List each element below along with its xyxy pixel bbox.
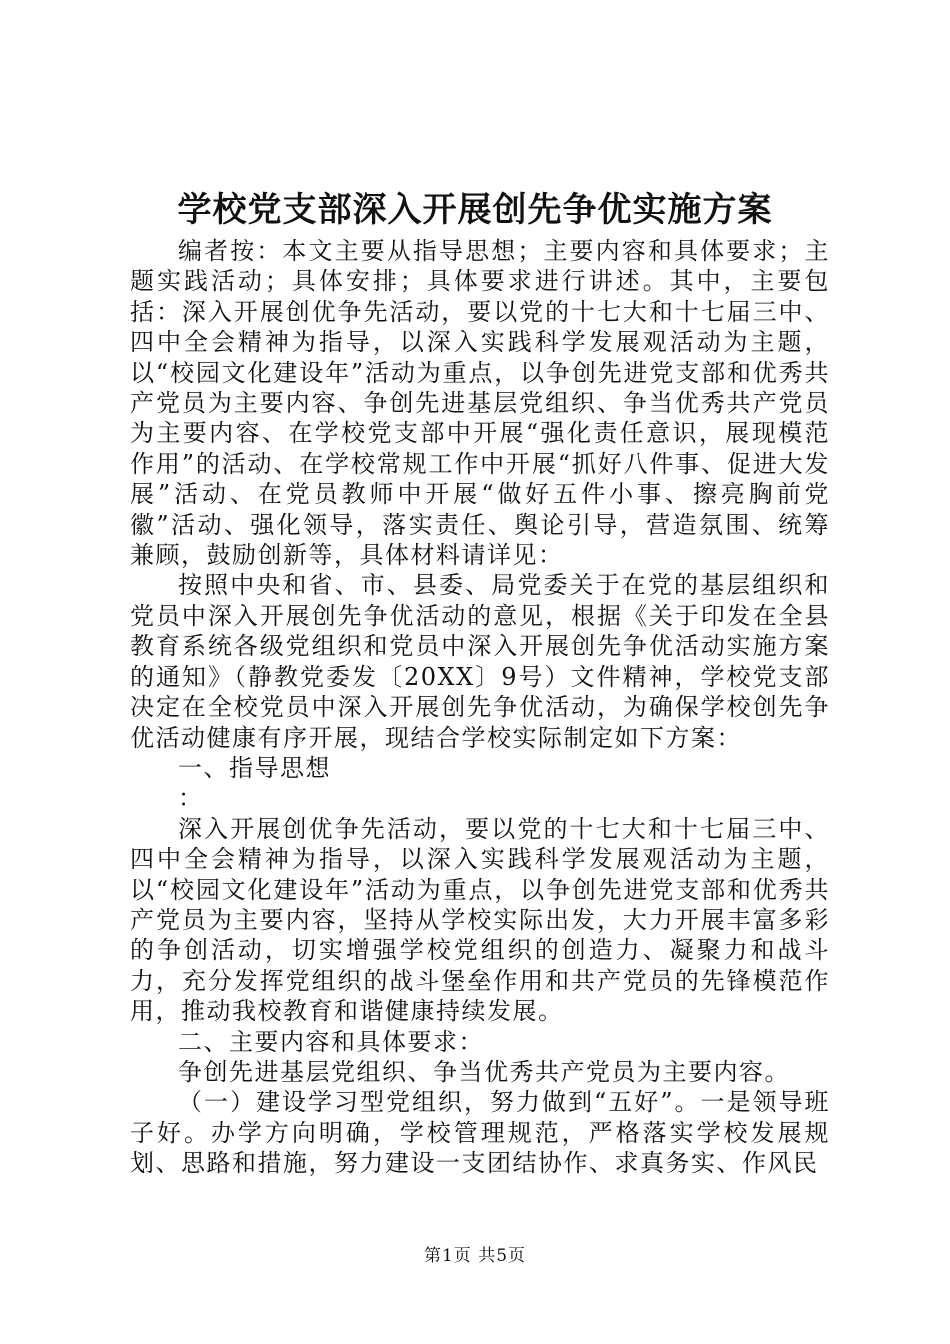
intro-paragraph: 按照中央和省、市、县委、局党委关于在党的基层组织和党员中深入开展创先争优活动的意见，根据《关于印发在全县教育系统各级党组织和党员中深入开展创先争优活动实施方案的通知》（静教党委发〔20XX〕9号）文件精神，学校党支部决定在全校党员中深入开展创先争优活动，为确保学校创先争优活动健康有序开展，现结合学校实际制定如下方案： bbox=[130, 571, 830, 752]
section1-paragraph: 深入开展创优争先活动，要以党的十七大和十七届三中、四中全会精神为指导，以深入实践科学发展观活动为主题，以“校园文化建设年”活动为重点，以争创先进党支部和优秀共产党员为主要内容，坚持从学校实际出发，大力开展丰富多彩的争创活动，切实增强学校党组织的创造力、凝聚力和战斗力，充分发挥党组织的战斗堡垒作用和共产党员的先锋模范作用，推动我校教育和谐健康持续发展。 bbox=[130, 814, 830, 1026]
section1-heading: 一、指导思想 bbox=[178, 753, 331, 782]
document-body bbox=[130, 236, 830, 1179]
section1-colon: ： bbox=[178, 784, 204, 813]
editor-note-paragraph: 编者按：本文主要从指导思想；主要内容和具体要求；主题实践活动；具体安排；具体要求进行讲述。其中，主要包括：深入开展创优争先活动，要以党的十七大和十七届三中、四中全会精神为指导，以深入实践科学发展观活动为主题，以“校园文化建设年”活动为重点，以争创先进党支部和优秀共产党员为主要内容、争创先进基层党组织、争当优秀共产党员为主要内容、在学校党支部中开展“强化责任意识，展现模范作用”的活动、在学校常规工作中开展“抓好八件事、促进大发展”活动、在党员教师中开展“做好五件小事、擦亮胸前党徽”活动、强化领导，落实责任、舆论引导，营造氛围、统筹兼顾，鼓励创新等，具体材料请详见： bbox=[130, 237, 830, 570]
section2-heading: 二、主要内容和具体要求： bbox=[178, 1027, 484, 1056]
page-footer: 第1页 共5页 bbox=[423, 1246, 527, 1266]
section2-paragraph-2: （一）建设学习型党组织，努力做到“五好”。一是领导班子好。办学方向明确，学校管理规范，严格落实学校发展规划、思路和措施，努力建设一支团结协作、求真务实、作风民 bbox=[130, 1088, 830, 1178]
document-title: 学校党支部深入开展创先争优实施方案 bbox=[177, 190, 773, 230]
section2-paragraph-1: 争创先进基层党组织、争当优秀共产党员为主要内容。 bbox=[178, 1057, 790, 1086]
